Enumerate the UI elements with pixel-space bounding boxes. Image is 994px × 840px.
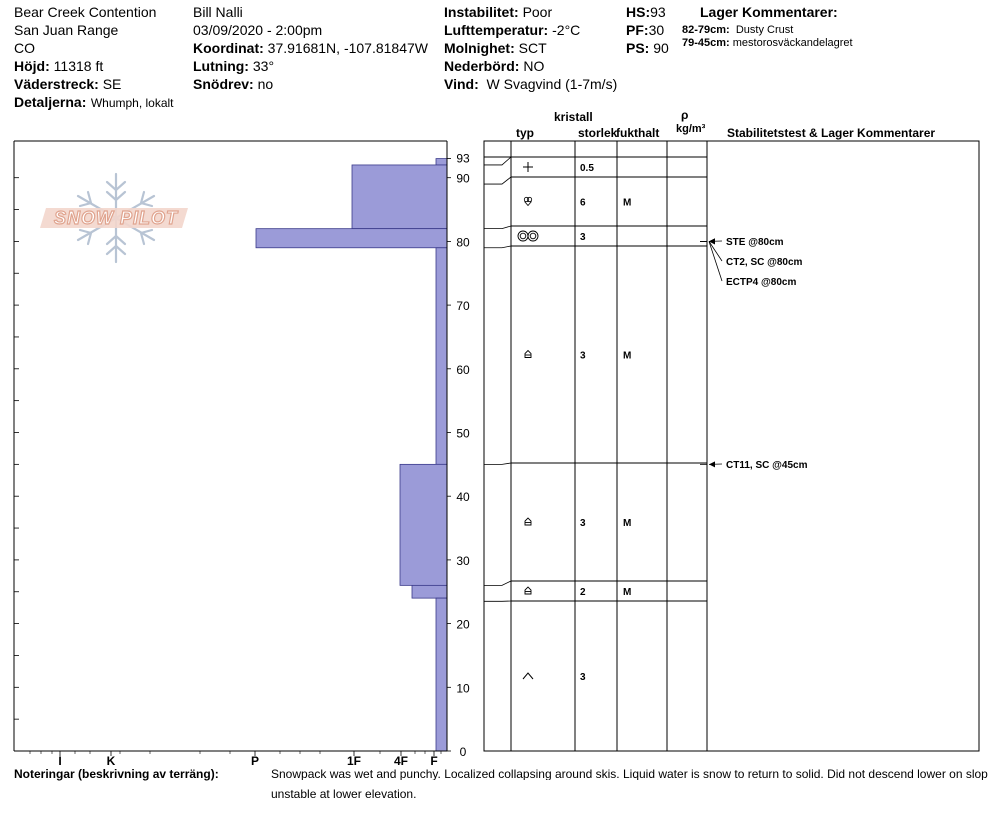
depth-tick-label-0: 0 (459, 745, 467, 759)
notes-line-1: Snowpack was wet and punchy. Localized collapsing around skis. Liquid water is snow to return to solid. Did not descend lower on slop (271, 768, 988, 780)
grain-size-2: 6 (580, 197, 586, 209)
moisture-6: M (623, 587, 632, 598)
moisture-5: M (623, 518, 632, 529)
grain-facet-outline (525, 351, 531, 358)
airtemp-label: Lufttemperatur: (444, 22, 549, 38)
hardness-bar-3 (256, 229, 447, 248)
depth-tick-label-80: 80 (456, 235, 470, 250)
moisture-header: fukthalt (616, 126, 660, 140)
grain-ring-b (527, 197, 531, 201)
depth-tick-label-50: 50 (456, 426, 470, 441)
depth-tick-label-93: 93 (456, 151, 470, 166)
layer-connector-3 (484, 246, 511, 248)
wind-label: Vind: (444, 76, 479, 92)
moisture-2: M (623, 197, 632, 209)
depth-tick-label-30: 30 (456, 553, 470, 568)
aspect-label: Väderstreck: (14, 76, 99, 92)
hardness-bar-7 (436, 598, 447, 751)
wind-value: W Svagvind (1-7m/s) (486, 76, 618, 92)
instability-value: Poor (522, 4, 553, 20)
grain-type-icon-5 (525, 518, 531, 525)
stability-test-label-1: STE @80cm (726, 237, 784, 248)
layer-connector-5 (484, 177, 511, 184)
logo-text: SNOW PILOT (54, 208, 178, 228)
mountain-range: San Juan Range (14, 22, 119, 38)
layer-connector-1 (484, 581, 511, 585)
grain-type-icon-3 (518, 231, 538, 241)
depth-axis (447, 152, 470, 759)
state: CO (14, 40, 35, 56)
grain-size-7: 3 (580, 672, 586, 683)
stability-test-label-2: CT2, SC @80cm (726, 257, 803, 268)
crystal-group-header: kristall (554, 110, 593, 124)
observer-name: Bill Nalli (193, 4, 243, 20)
depth-tick-label-60: 60 (456, 362, 470, 377)
layer-connector-6 (484, 157, 511, 165)
layer-comment-2-text: mestorosväckandelagret (732, 37, 853, 49)
observation-datetime: 03/09/2020 - 2:00pm (193, 22, 323, 38)
grain-size-1: 0.5 (580, 163, 594, 174)
hardness-axis (30, 751, 441, 768)
stability-arrow-icon-4 (709, 461, 715, 467)
grain-facet-outline (525, 587, 531, 594)
hardness-tick-label-1F: 1F (346, 754, 362, 768)
hardness-bar-2 (352, 165, 447, 229)
stability-tests (700, 237, 808, 471)
hardness-bars (256, 159, 447, 751)
grain-mf-outer-a (518, 231, 528, 241)
ps-label: PS: (626, 40, 650, 56)
depth-tick-label-40: 40 (456, 490, 470, 505)
elevation-value: 11318 ft (53, 58, 104, 74)
hardness-tick-label-K: K (106, 754, 116, 768)
layer-comments-title: Lager Kommentarer: (700, 4, 838, 20)
notes-line-2: unstable at lower elevation. (271, 787, 417, 801)
instability-label: Instabilitet: (444, 4, 519, 20)
layer-comment-1-text: Dusty Crust (735, 24, 794, 36)
hardness-bar-4 (436, 248, 447, 465)
grain-type-icon-6 (525, 587, 531, 594)
stability-header: Stabilitetstest & Lager Kommentarer (727, 126, 936, 140)
hs-value: 93 (650, 4, 666, 20)
notes-label: Noteringar (beskrivning av terräng): (14, 767, 219, 781)
ps-value: 90 (653, 40, 669, 56)
hardness-bar-6 (412, 585, 447, 598)
coordinates-label: Koordinat: (193, 40, 264, 56)
depth-tick-label-20: 20 (456, 617, 470, 632)
grain-type-icon-1 (523, 162, 533, 172)
moisture-4: M (623, 350, 632, 362)
layer-comment-1-range: 82-79cm: (682, 24, 730, 36)
hardness-tick-label-4F: 4F (393, 754, 409, 768)
grain-mf-outer-b (528, 231, 538, 241)
type-header: typ (516, 126, 534, 140)
grain-size-4: 3 (580, 350, 586, 362)
grain-size-6: 2 (580, 587, 586, 598)
slope-value: 33° (252, 58, 275, 74)
grain-ring-tail (525, 202, 532, 206)
stability-test-label-3: ECTP4 @80cm (726, 277, 797, 288)
layer-connector-2 (484, 463, 511, 464)
layer-table (484, 141, 979, 751)
details-value: Whumph, lokalt (90, 96, 174, 110)
layer-connector-4 (484, 226, 511, 229)
density-unit: kg/m³ (676, 123, 706, 135)
sky-label: Molnighet: (444, 40, 515, 56)
size-header: storlek (578, 127, 618, 139)
slope-label: Lutning: (193, 58, 249, 74)
density-symbol: ρ (681, 108, 689, 122)
grain-mf-inner-b (530, 233, 536, 239)
precip-label: Nederbörd: (444, 58, 520, 74)
stability-leader-2 (709, 241, 722, 261)
hardness-bar-1 (436, 159, 447, 165)
stability-test-label-4: CT11, SC @45cm (726, 460, 808, 471)
details-label: Detaljerna: (14, 94, 87, 110)
hs-label: HS: (626, 4, 651, 20)
drift-label: Snödrev: (193, 76, 254, 92)
drift-value: no (257, 76, 274, 92)
hardness-bar-5 (400, 464, 447, 585)
grain-mf-inner-a (520, 233, 526, 239)
pf-label: PF: (626, 22, 649, 38)
precip-value: NO (523, 58, 545, 74)
depth-tick-label-90: 90 (456, 171, 470, 186)
grain-size-3: 3 (580, 232, 586, 243)
depth-tick-label-70: 70 (456, 299, 470, 314)
snow-pilot-logo (38, 170, 194, 270)
grain-type-icon-2 (524, 197, 531, 205)
grain-type-icon-7 (523, 673, 533, 679)
aspect-value: SE (102, 76, 122, 92)
grain-facet-outline (525, 518, 531, 525)
grain-type-icon-4 (525, 351, 531, 358)
airtemp-value: -2°C (552, 22, 581, 38)
layer-comment-2-range: 79-45cm: (682, 37, 730, 49)
depth-tick-label-10: 10 (456, 681, 470, 696)
hardness-tick-label-I: I (58, 754, 62, 768)
location-name: Bear Creek Contention (14, 4, 157, 20)
layer-table-border (484, 141, 979, 751)
elevation-label: Höjd: (14, 58, 50, 74)
hardness-tick-label-F: F (430, 754, 438, 768)
grain-depth-hoar (523, 673, 533, 679)
coordinates-value: 37.91681N, -107.81847W (267, 40, 428, 56)
pf-value: 30 (648, 22, 665, 38)
sky-value: SCT (518, 40, 547, 56)
hardness-tick-label-P: P (250, 754, 260, 768)
grain-size-5: 3 (580, 518, 586, 529)
stability-leader-3 (709, 241, 722, 281)
